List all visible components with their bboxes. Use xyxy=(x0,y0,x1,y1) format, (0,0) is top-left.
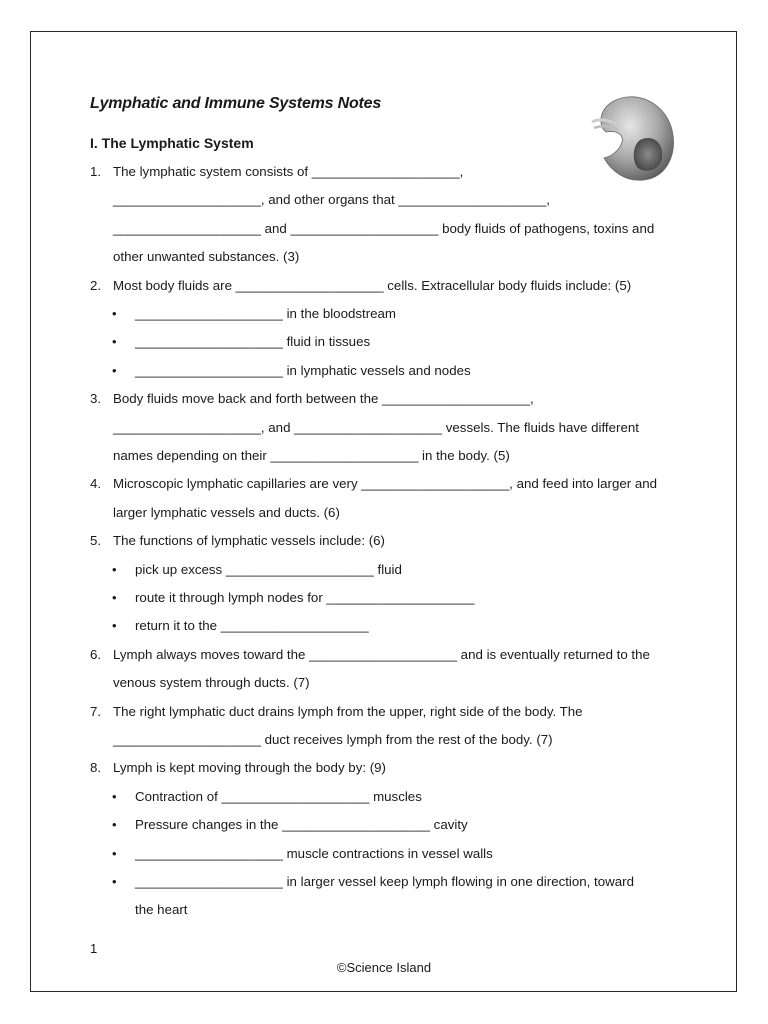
bullet-text: Pressure changes in the ____________________ cavity xyxy=(135,817,468,832)
note-text: The right lymphatic duct drains lymph from the upper, right side of the body. The xyxy=(113,704,583,719)
note-text: ____________________ and ____________________ body fluids of pathogens, toxins and xyxy=(113,221,655,236)
note-text: other unwanted substances. (3) xyxy=(113,249,300,264)
bullet-text: Contraction of ____________________ muscles xyxy=(135,789,422,804)
section-heading: I. The Lymphatic System xyxy=(90,135,254,151)
note-text: names depending on their ____________________ in the body. (5) xyxy=(113,448,510,463)
bullet-icon: • xyxy=(112,618,117,633)
note-text: Microscopic lymphatic capillaries are very ____________________, and feed into larger and xyxy=(113,476,658,491)
item-number: 4. xyxy=(90,476,102,491)
item-number: 7. xyxy=(90,704,102,719)
note-text: larger lymphatic vessels and ducts. (6) xyxy=(113,505,340,520)
item-number: 2. xyxy=(90,278,102,293)
bullet-icon: • xyxy=(112,590,117,605)
spleen-illustration xyxy=(586,92,678,184)
note-text: Body fluids move back and forth between the ____________________, xyxy=(113,391,534,406)
note-text: The functions of lymphatic vessels include: (6) xyxy=(113,533,385,548)
bullet-text: ____________________ in larger vessel keep lymph flowing in one direction, toward xyxy=(135,874,634,889)
bullet-icon: • xyxy=(112,789,117,804)
note-text: Lymph always moves toward the ____________________ and is eventually returned to the xyxy=(113,647,650,662)
note-text: venous system through ducts. (7) xyxy=(113,675,310,690)
document-title: Lymphatic and Immune Systems Notes xyxy=(90,95,382,112)
item-number: 1. xyxy=(90,164,102,179)
bullet-text: route it through lymph nodes for ____________________ xyxy=(135,590,475,605)
note-text: ____________________, and other organs that ____________________, xyxy=(113,192,550,207)
bullet-icon: • xyxy=(112,363,117,378)
note-text: ____________________ duct receives lymph from the rest of the body. (7) xyxy=(113,732,553,747)
item-number: 6. xyxy=(90,647,102,662)
bullet-icon: • xyxy=(112,846,117,861)
bullet-text: ____________________ in the bloodstream xyxy=(135,306,396,321)
bullet-icon: • xyxy=(112,334,117,349)
bullet-text: pick up excess ____________________ fluid xyxy=(135,562,402,577)
note-text: ____________________, and ____________________ vessels. The fluids have different xyxy=(113,420,639,435)
bullet-text: return it to the ____________________ xyxy=(135,618,369,633)
bullet-text: ____________________ in lymphatic vessels and nodes xyxy=(135,363,471,378)
bullet-text: ____________________ fluid in tissues xyxy=(135,334,371,349)
item-number: 5. xyxy=(90,533,102,548)
bullet-icon: • xyxy=(112,817,117,832)
item-number: 8. xyxy=(90,760,102,775)
bullet-icon: • xyxy=(112,874,117,889)
page-number: 1 xyxy=(90,941,98,956)
item-number: 3. xyxy=(90,391,102,406)
note-text: The lymphatic system consists of ____________________, xyxy=(113,164,464,179)
bullet-icon: • xyxy=(112,306,117,321)
note-text: Most body fluids are ____________________ cells. Extracellular body fluids include: (5) xyxy=(113,278,632,293)
bullet-icon: • xyxy=(112,562,117,577)
note-text: Lymph is kept moving through the body by: (9) xyxy=(113,760,386,775)
bullet-text: ____________________ muscle contractions in vessel walls xyxy=(135,846,493,861)
bullet-text: the heart xyxy=(135,902,188,917)
footer-copyright: ©Science Island xyxy=(336,960,432,975)
